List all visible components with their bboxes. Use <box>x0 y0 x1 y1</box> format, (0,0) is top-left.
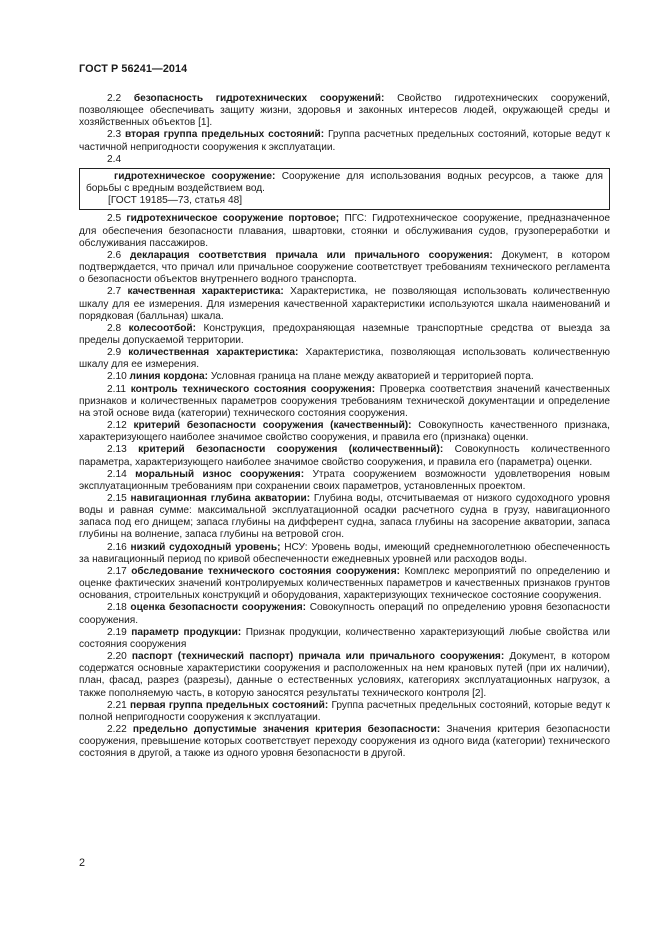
term-name: гидротехническое сооружение: <box>114 170 276 182</box>
term-name: параметр продукции: <box>131 626 242 638</box>
term-name: моральный износ сооружения: <box>135 468 305 480</box>
term-entry-2-2 <box>79 93 610 129</box>
term-entry-2-13 <box>79 444 610 468</box>
term-number: 2.13 <box>107 444 127 456</box>
term-number: 2.14 <box>107 468 127 480</box>
term-name: количественная характеристика: <box>128 347 299 359</box>
term-name: низкий судоходный уровень; <box>130 541 281 553</box>
term-name: линия кордона: <box>129 371 209 383</box>
term-definition: Значения критерия безопасности сооружения, превышение которых соответствует переходу сооружения из одного вида (категории) технического состояния в другой, а также из одного уровня безопасности в другой. <box>79 723 610 760</box>
term-definition: Совокупность операций по определению уровня безопасности сооружения. <box>79 602 610 626</box>
term-definition: Сооружение для использования водных ресурсов, а также для борьбы с вредным воздействием вод. <box>86 170 603 195</box>
term-entry-2-8 <box>79 323 610 347</box>
term-entry-2-22 <box>79 724 610 760</box>
term-entry-2-3 <box>79 129 610 153</box>
term-number: 2.20 <box>107 651 127 663</box>
term-number: 2.21 <box>107 699 127 711</box>
term-number: 2.12 <box>107 420 127 432</box>
term-name: вторая группа предельных состояний: <box>124 129 325 141</box>
term-name: первая группа предельных состояний: <box>130 699 329 711</box>
term-definition: Условная граница на плане между акваторией и территорией порта. <box>208 371 534 383</box>
term-number: 2.11 <box>107 383 126 395</box>
term-definition: Глубина воды, отсчитываемая от низкого судоходного уровня воды и равная сумме: максимальной эксплуатационной осадки расчетного судна в грузу, навигационного запаса под его днищем; запаса глубины на дифферент судна, запаса глубины на засорение акватории, запаса глубины на волнение, запаса глубины на ветровой сгон. <box>79 493 610 541</box>
term-entry-2-15 <box>79 493 610 542</box>
term-name: гидротехническое сооружение портовое; <box>126 213 340 225</box>
term-number: 2.15 <box>107 493 127 504</box>
term-name: контроль технического состояния сооружения: <box>130 383 376 395</box>
boxed-term-reference: [ГОСТ 19185—73, статья 48] <box>108 195 243 207</box>
boxed-term-text <box>86 171 603 195</box>
terms-content <box>79 93 610 760</box>
term-definition: Совокупность количественного параметра, характеризующего наиболее значимое свойство сооружения, и правила его (параметра) оценки. <box>79 444 610 468</box>
term-definition: Характеристика, позволяющая использовать количественную шкалу для ее измерения. <box>79 347 610 371</box>
term-name: качественная характеристика: <box>127 286 284 298</box>
term-name: критерий безопасности сооружения (качественный): <box>133 420 412 432</box>
term-number: 2.18 <box>107 602 127 614</box>
term-entry-2-20 <box>79 651 610 700</box>
term-definition: Документ, в котором содержатся основные характеристики сооружения и расположенных на нем крановых путей (при их наличии), план, фасад, разрез (разрезы), данные о естественных условиях, категориях эксплуатационных нагрузок, а также пополняемую часть, в которую заносятся результаты технического контроля [2]. <box>79 651 610 699</box>
page-number: 2 <box>79 857 86 869</box>
term-name: безопасность гидротехнических сооружений: <box>133 93 385 104</box>
term-entry-2-6 <box>79 250 610 286</box>
term-definition: Проверка соответствия значений качественных признаков и количественных параметров сооружения требованиям технической документации и определение на этой основе вида (категории) технического состояния сооружения. <box>79 383 610 419</box>
term-name: обследование технического состояния сооружения: <box>131 565 401 577</box>
term-name: критерий безопасности сооружения (количественный): <box>138 444 444 456</box>
term-name: колесоотбой: <box>128 322 197 334</box>
term-entry-2-10 <box>79 371 610 383</box>
boxed-term-2-4 <box>79 168 610 210</box>
term-name: оценка безопасности сооружения: <box>130 602 306 614</box>
term-definition: Документ, в котором подтверждается, что причал или причальное сооружение соответствует требованиям технического регламента о безопасности объектов внутреннего водного транспорта. <box>79 249 610 286</box>
term-entry-2-7 <box>79 286 610 322</box>
term-definition: Группа расчетных предельных состояний, которые ведут к частичной непригодности сооружения к эксплуатации. <box>79 129 610 153</box>
term-definition: Признак продукции, количественно характеризующий любые свойства или состояния сооружения <box>79 626 610 650</box>
term-name: декларация соответствия причала или причального сооружения: <box>130 249 493 261</box>
term-number: 2.10 <box>107 371 127 383</box>
term-entry-2-4-number: 2.4 <box>107 153 122 165</box>
term-entry-2-5 <box>79 213 610 249</box>
term-entry-2-14 <box>79 469 610 493</box>
term-number: 2.16 <box>107 541 127 553</box>
term-entry-2-11 <box>79 384 610 420</box>
term-definition: Свойство гидротехнических сооружений, позволяющее обеспечивать защиту жизни, здоровья и законных интересов людей, окружающей среды и хозяйственных объектов [1]. <box>79 93 610 129</box>
term-number: 2.7 <box>107 286 122 298</box>
term-definition: Конструкция, предохраняющая наземные транспортные средства от выезда за пределы допускаемой территории. <box>79 322 610 346</box>
term-entry-2-16 <box>79 542 610 566</box>
term-definition: Характеристика, не позволяющая использовать количественную шкалу для ее измерения. Для измерения качественной характеристики используются шкала наименований и порядковая (балльная) шкала. <box>79 286 610 322</box>
term-number: 2.6 <box>107 249 122 261</box>
term-definition: ПГС: Гидротехническое сооружение, предназначенное для обеспечения безопасности плавания, швартовки, стоянки и обслуживания судов, грузопереработки и обслуживания пассажиров. <box>79 213 610 249</box>
term-entry-2-17 <box>79 566 610 602</box>
term-name: навигационная глубина акватории: <box>130 493 311 504</box>
term-name: предельно допустимые значения критерия безопасности: <box>132 723 441 735</box>
term-definition: НСУ: Уровень воды, имеющий среднемноголетнюю обеспеченность за навигационный период по кривой обеспеченности ежедневных уровней или расходов воды. <box>79 541 610 565</box>
term-definition: Утрата сооружением возможности удовлетворения новым эксплуатационным требованиям при сохранении своих параметров, установленных проектом. <box>79 468 610 492</box>
term-number: 2.5 <box>107 213 122 225</box>
term-name: паспорт (технический паспорт) причала или причального сооружения: <box>131 651 505 663</box>
term-number: 2.19 <box>107 626 127 638</box>
page-header-standard: ГОСТ Р 56241—2014 <box>79 63 188 75</box>
term-number: 2.17 <box>107 565 127 577</box>
term-entry-2-19 <box>79 627 610 651</box>
term-definition: Группа расчетных предельных состояний, которые ведут к полной непригодности сооружения к эксплуатации. <box>79 699 610 723</box>
term-number: 2.2 <box>107 93 122 104</box>
term-entry-2-18 <box>79 602 610 626</box>
term-number: 2.8 <box>107 322 122 334</box>
term-number: 2.3 <box>107 129 122 141</box>
term-number: 2.22 <box>107 723 127 735</box>
term-entry-2-9 <box>79 347 610 371</box>
term-entry-2-12 <box>79 420 610 444</box>
term-definition: Совокупность качественного признака, характеризующего наиболее значимое свойство сооружения, и правила его (признака) оценки. <box>79 420 610 444</box>
term-definition: Комплекс мероприятий по определению и оценке фактических значений контролируемых количественных параметров и качественных признаков грунтов основания, строительных конструкций и оборудования, характеризующих техническое состояние сооружения. <box>79 565 610 602</box>
term-entry-2-21 <box>79 700 610 724</box>
term-number: 2.9 <box>107 347 122 359</box>
